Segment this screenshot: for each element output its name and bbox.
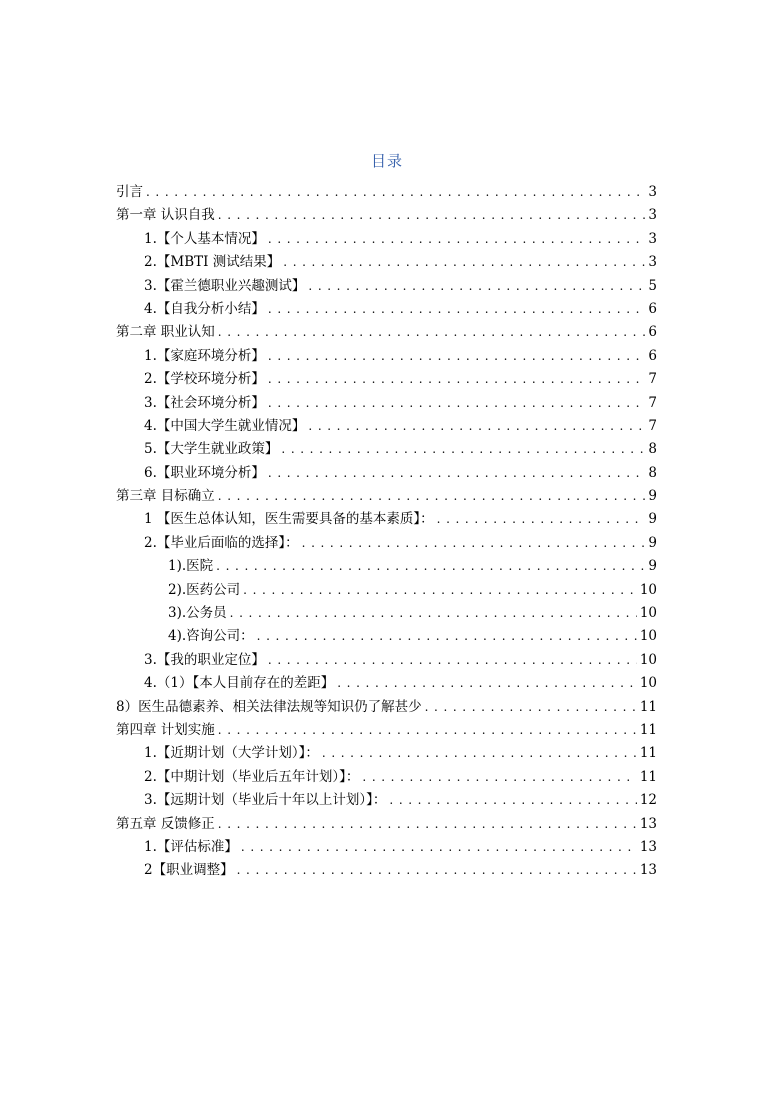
toc-entry-label: 1).医院 (168, 558, 214, 575)
toc-entry-label: 1.【评估标准】 (144, 838, 238, 855)
toc-entry-page-number: 3 (648, 207, 657, 224)
toc-title: 目录 (370, 152, 403, 170)
toc-entry-label: 4.（1）【本人目前存在的差距】 (144, 675, 335, 692)
toc-dot-leader (237, 859, 637, 882)
toc-entry[interactable] (116, 204, 657, 227)
toc-dot-leader (281, 438, 645, 461)
toc-entry-label: 3.【霍兰德职业兴趣测试】 (144, 277, 306, 294)
toc-entry-page-number: 10 (639, 651, 657, 668)
toc-dot-leader (243, 579, 637, 602)
toc-entry-page-number: 13 (639, 838, 657, 855)
toc-dot-leader (218, 321, 646, 344)
toc-entry-page-number: 7 (648, 394, 657, 411)
toc-dot-leader (218, 204, 646, 227)
toc-dot-leader (308, 415, 645, 438)
toc-entry-label: 1.【个人基本情况】 (144, 230, 265, 247)
toc-entry[interactable] (116, 532, 657, 555)
toc-entry-label: 第三章 目标确立 (116, 488, 215, 505)
toc-entry-label: 2.【MBTI 测试结果】 (144, 254, 281, 271)
toc-entry-label: 6.【职业环境分析】 (144, 464, 265, 481)
toc-dot-leader (362, 766, 636, 789)
toc-entry-label: 第五章 反馈修正 (116, 815, 215, 832)
toc-entry-label: 第四章 计划实施 (116, 721, 215, 738)
toc-dot-leader (268, 649, 637, 672)
toc-dot-leader (230, 602, 637, 625)
toc-entry[interactable] (116, 813, 657, 836)
toc-entry-page-number: 11 (639, 721, 657, 738)
toc-entry-label: 1 【医生总体认知，医生需要具备的基本素质】： (144, 511, 434, 528)
table-of-contents (116, 181, 657, 883)
toc-entry-label: 8）医生品德素养、相关法律法规等知识仍了解甚少 (116, 698, 422, 715)
toc-entry-label: 第一章 认识自我 (116, 207, 215, 224)
toc-entry-page-number: 10 (639, 581, 657, 598)
toc-entry[interactable] (116, 766, 657, 789)
toc-entry[interactable] (116, 345, 657, 368)
toc-entry-page-number: 12 (639, 792, 657, 809)
toc-entry-page-number: 6 (648, 300, 657, 317)
toc-dot-leader (283, 251, 645, 274)
toc-entry[interactable] (116, 275, 657, 298)
toc-entry[interactable] (116, 789, 657, 812)
toc-entry-page-number: 11 (639, 768, 657, 785)
toc-entry-label: 引言 (116, 184, 143, 200)
toc-entry-label: 4.【自我分析小结】 (144, 300, 265, 317)
toc-entry-label: 2).医药公司 (168, 581, 241, 598)
toc-entry-label: 4.【中国大学生就业情况】 (144, 417, 306, 434)
toc-entry-page-number: 3 (648, 230, 657, 247)
toc-entry-page-number: 10 (639, 628, 657, 645)
toc-entry[interactable] (116, 368, 657, 391)
toc-entry-page-number: 8 (648, 441, 657, 458)
toc-entry-label: 3.【远期计划（毕业后十年以上计划）】： (144, 792, 387, 809)
toc-dot-leader (268, 298, 646, 321)
toc-dot-leader (337, 672, 637, 695)
toc-dot-leader (389, 789, 636, 812)
toc-entry[interactable] (116, 462, 657, 485)
toc-entry-page-number: 9 (648, 534, 657, 551)
toc-dot-leader (218, 485, 646, 508)
toc-entry-page-number: 11 (639, 698, 657, 715)
toc-dot-leader (218, 719, 637, 742)
toc-dot-leader (241, 836, 637, 859)
toc-entry-page-number: 9 (648, 511, 657, 528)
toc-dot-leader (322, 742, 637, 765)
toc-entry-label: 2.【中期计划（毕业后五年计划）】： (144, 768, 360, 785)
toc-entry-label: 3.【社会环境分析】 (144, 394, 265, 411)
toc-entry-page-number: 9 (648, 488, 657, 505)
toc-entry-page-number: 8 (648, 464, 657, 481)
toc-entry[interactable] (116, 251, 657, 274)
toc-entry-label: 2【职业调整】 (144, 862, 234, 879)
toc-dot-leader (146, 181, 645, 204)
toc-entry[interactable] (116, 602, 657, 625)
toc-entry[interactable] (116, 649, 657, 672)
toc-dot-leader (257, 625, 637, 648)
toc-entry[interactable] (116, 298, 657, 321)
toc-entry[interactable] (116, 859, 657, 882)
toc-entry[interactable] (116, 321, 657, 344)
toc-entry-page-number: 13 (639, 815, 657, 832)
toc-entry-label: 1.【近期计划（大学计划）】： (144, 745, 319, 762)
toc-entry[interactable] (116, 228, 657, 251)
toc-entry-page-number: 6 (648, 347, 657, 364)
toc-dot-leader (308, 275, 645, 298)
toc-entry-page-number: 9 (648, 558, 657, 575)
toc-entry-page-number: 13 (639, 862, 657, 879)
toc-entry-page-number: 3 (648, 184, 657, 200)
toc-entry[interactable] (116, 392, 657, 415)
toc-entry[interactable] (116, 625, 657, 648)
toc-dot-leader (302, 532, 646, 555)
toc-entry[interactable] (116, 438, 657, 461)
toc-dot-leader (216, 555, 645, 578)
toc-dot-leader (268, 228, 646, 251)
toc-entry[interactable] (116, 579, 657, 602)
toc-entry-page-number: 11 (639, 745, 657, 762)
toc-dot-leader (268, 345, 646, 368)
toc-entry-label: 1.【家庭环境分析】 (144, 347, 265, 364)
toc-dot-leader (425, 696, 637, 719)
toc-entry[interactable] (116, 181, 657, 204)
toc-dot-leader (437, 508, 646, 531)
toc-dot-leader (268, 462, 646, 485)
toc-dot-leader (268, 392, 646, 415)
toc-entry-page-number: 5 (648, 277, 657, 294)
toc-entry-label: 3.【我的职业定位】 (144, 651, 265, 668)
toc-entry[interactable] (116, 742, 657, 765)
toc-entry-page-number: 10 (639, 605, 657, 622)
toc-entry-page-number: 7 (648, 417, 657, 434)
toc-entry-page-number: 3 (648, 254, 657, 271)
toc-entry[interactable] (116, 836, 657, 859)
toc-entry[interactable] (116, 672, 657, 695)
toc-entry[interactable] (116, 555, 657, 578)
toc-entry[interactable] (116, 485, 657, 508)
toc-entry[interactable] (116, 508, 657, 531)
toc-entry-label: 4).咨询公司： (168, 628, 254, 645)
toc-entry-label: 第二章 职业认知 (116, 324, 215, 341)
toc-entry-label: 5.【大学生就业政策】 (144, 441, 279, 458)
toc-entry[interactable] (116, 719, 657, 742)
toc-entry-label: 2.【毕业后面临的选择】： (144, 534, 299, 551)
toc-entry-page-number: 6 (648, 324, 657, 341)
toc-entry-label: 3).公务员 (168, 605, 227, 622)
toc-dot-leader (218, 813, 637, 836)
toc-dot-leader (268, 368, 646, 391)
toc-entry-page-number: 10 (639, 675, 657, 692)
toc-entry[interactable] (116, 415, 657, 438)
toc-entry[interactable] (116, 696, 657, 719)
toc-entry-label: 2.【学校环境分析】 (144, 371, 265, 388)
toc-entry-page-number: 7 (648, 371, 657, 388)
